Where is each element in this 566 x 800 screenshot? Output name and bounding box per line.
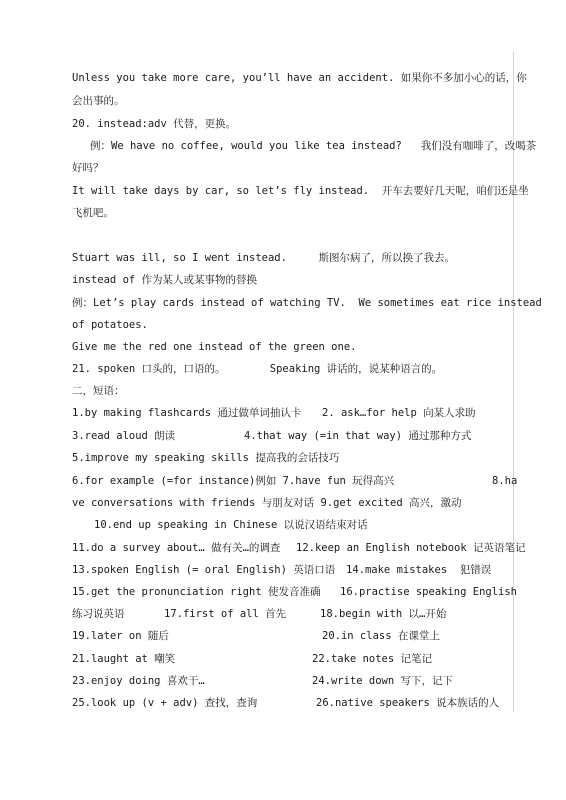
text-line: Stuart was ill, so I went instead. 斯图尔病了，所以换了我去。 (72, 252, 456, 264)
phrase-item: 18.begin with 以…开始 (320, 608, 447, 620)
text-line: 例：We have no coffee, would you like tea instead? 我们没有咖啡了，改喝茶 (90, 140, 537, 152)
phrase-item: 23.enjoy doing 喜欢干… (72, 675, 205, 687)
text-line: 例：Let’s play cards instead of watching TV. We sometimes eat rice instead (72, 297, 542, 309)
section-heading: 二，短语： (72, 385, 125, 397)
phrase-item: 16.practise speaking English (340, 586, 518, 598)
text-line: of potatoes. (72, 319, 148, 331)
text-line: Unless you take more care, you’ll have an accident. 如果你不多加小心的话，你 (72, 72, 527, 84)
phrase-item: 12.keep an English notebook 记英语笔记 (296, 542, 526, 554)
text-line: 飞机吧。 (72, 207, 114, 219)
phrase-item: 5.improve my speaking skills 提高我的会话技巧 (72, 452, 340, 464)
phrase-item: 21.laught at 嘲笑 (72, 653, 176, 665)
text-line: Give me the red one instead of the green one. (72, 341, 357, 353)
phrase-item: 11.do a survey about… 做有关…的调查 (72, 542, 281, 554)
phrase-item: 1.by making flashcards 通过做单词抽认卡 (72, 407, 302, 419)
phrase-item: 26.native speakers 说本族话的人 (316, 697, 500, 709)
phrase-item: 19.later on 随后 (72, 630, 169, 642)
phrase-item: 22.take notes 记笔记 (312, 653, 433, 665)
phrase-item: 20.in class 在课堂上 (322, 630, 440, 642)
text-line: 21. spoken 口头的，口语的。 Speaking 讲话的，说某种语言的。 (72, 363, 443, 375)
text-line: 20. instead:adv 代替，更换。 (72, 118, 237, 130)
text-line: instead of 作为某人或某事物的替换 (72, 274, 258, 286)
phrase-item: 6.for example (=for instance)例如 7.have fun 玩得高兴 (72, 475, 395, 487)
phrase-item: 25.look up (v + adv) 查找，查询 (72, 697, 258, 709)
phrase-item: 10.end up speaking in Chinese 以说汉语结束对话 (94, 519, 368, 531)
text-line: 好吗？ (72, 162, 104, 174)
phrase-item: 4.that way (=in that way) 通过那种方式 (244, 430, 472, 442)
phrase-item: 15.get the pronunciation right 使发音准确 (72, 586, 321, 598)
phrase-item: 14.make mistakes 犯错误 (346, 564, 492, 576)
phrase-item: 练习说英语 (72, 608, 125, 620)
phrase-item: 13.spoken English (= oral English) 英语口语 (72, 564, 336, 576)
phrase-item: 8.ha (492, 475, 518, 487)
phrase-item: 24.write down 写下，记下 (312, 675, 454, 687)
phrase-item: ve conversations with friends 与朋友对话 9.get excited 高兴，激动 (72, 497, 462, 509)
text-line: It will take days by car, so let’s fly instead. 开车去要好几天呢，咱们还是坐 (72, 185, 529, 197)
phrase-item: 3.read aloud 朗读 (72, 430, 176, 442)
text-line: 会出事的。 (72, 95, 125, 107)
phrase-item: 2. ask…for help 向某人求助 (322, 407, 476, 419)
phrase-item: 17.first of all 首先 (164, 608, 287, 620)
